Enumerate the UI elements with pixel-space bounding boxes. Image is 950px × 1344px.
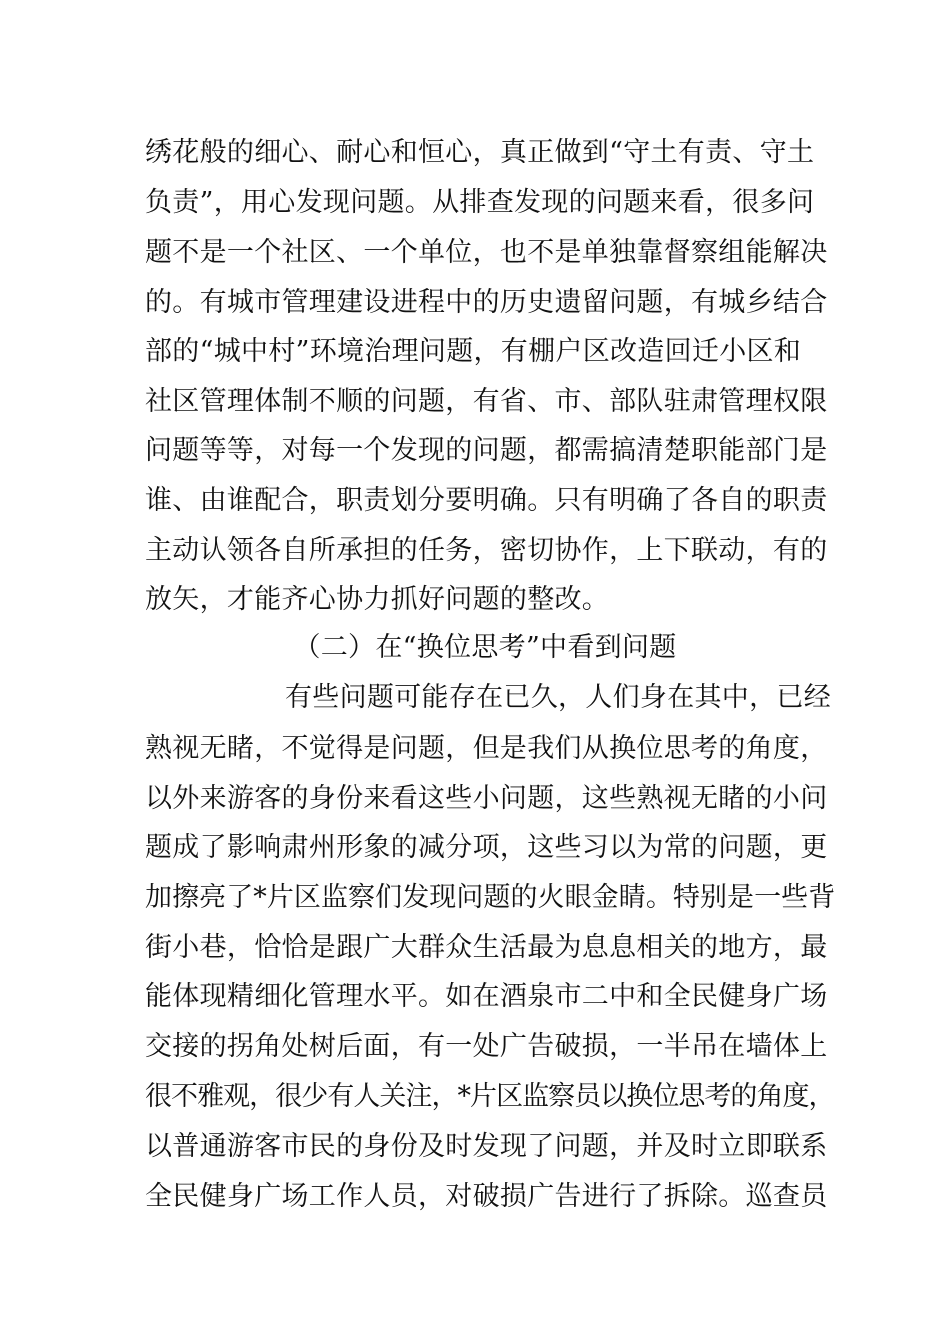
paragraph-2-line-3: 以外来游客的身份来看这些小问题，这些熟视无睹的小问 — [145, 783, 828, 814]
paragraph-1-line-10: 放矢，才能齐心协力抓好问题的整改。 — [145, 584, 610, 615]
paragraph-2-line-9: 很不雅观，很少有人关注，*片区监察员以换位思考的角度， — [145, 1081, 835, 1112]
paragraph-1-line-9: 主动认领各自所承担的任务，密切协作，上下联动，有的 — [145, 535, 828, 566]
paragraph-2-line-7: 能体现精细化管理水平。如在酒泉市二中和全民健身广场 — [145, 981, 828, 1012]
paragraph-2-line-2: 熟视无睹，不觉得是问题，但是我们从换位思考的角度， — [145, 733, 828, 764]
paragraph-1-line-5: 部的“城中村”环境治理问题，有棚户区改造回迁小区和 — [145, 336, 802, 367]
paragraph-2-line-5: 加擦亮了*片区监察们发现问题的火眼金睛。特别是一些背 — [145, 882, 836, 913]
paragraph-2-line-10: 以普通游客市民的身份及时发现了问题，并及时立即联系 — [145, 1131, 828, 1162]
paragraph-2-line-8: 交接的拐角处树后面，有一处广告破损，一半吊在墙体上 — [145, 1031, 828, 1062]
paragraph-1-line-2: 负责”，用心发现问题。从排查发现的问题来看，很多问 — [145, 187, 815, 218]
paragraph-2-line-1: 有些问题可能存在已久，人们身在其中，已经 — [285, 682, 831, 713]
paragraph-2-line-4: 题成了影响肃州形象的减分项，这些习以为常的问题，更 — [145, 832, 828, 863]
paragraph-2-line-6: 街小巷，恰恰是跟广大群众生活最为息息相关的地方，最 — [145, 932, 828, 963]
section-heading: （二）在“换位思考”中看到问题 — [293, 632, 677, 663]
paragraph-1-line-7: 问题等等，对每一个发现的问题，都需搞清楚职能部门是 — [145, 435, 828, 466]
paragraph-1-line-8: 谁、由谁配合，职责划分要明确。只有明确了各自的职责 — [145, 485, 828, 516]
paragraph-1-line-4: 的。有城市管理建设进程中的历史遗留问题，有城乡结合 — [145, 287, 828, 318]
paragraph-1-line-1: 绣花般的细心、耐心和恒心，真正做到“守土有责、守土 — [145, 137, 815, 168]
paragraph-1-line-3: 题不是一个社区、一个单位，也不是单独靠督察组能解决 — [145, 237, 828, 268]
paragraph-1-line-6: 社区管理体制不顺的问题，有省、市、部队驻肃管理权限 — [145, 386, 828, 417]
paragraph-2-line-11: 全民健身广场工作人员，对破损广告进行了拆除。巡查员 — [145, 1181, 828, 1212]
